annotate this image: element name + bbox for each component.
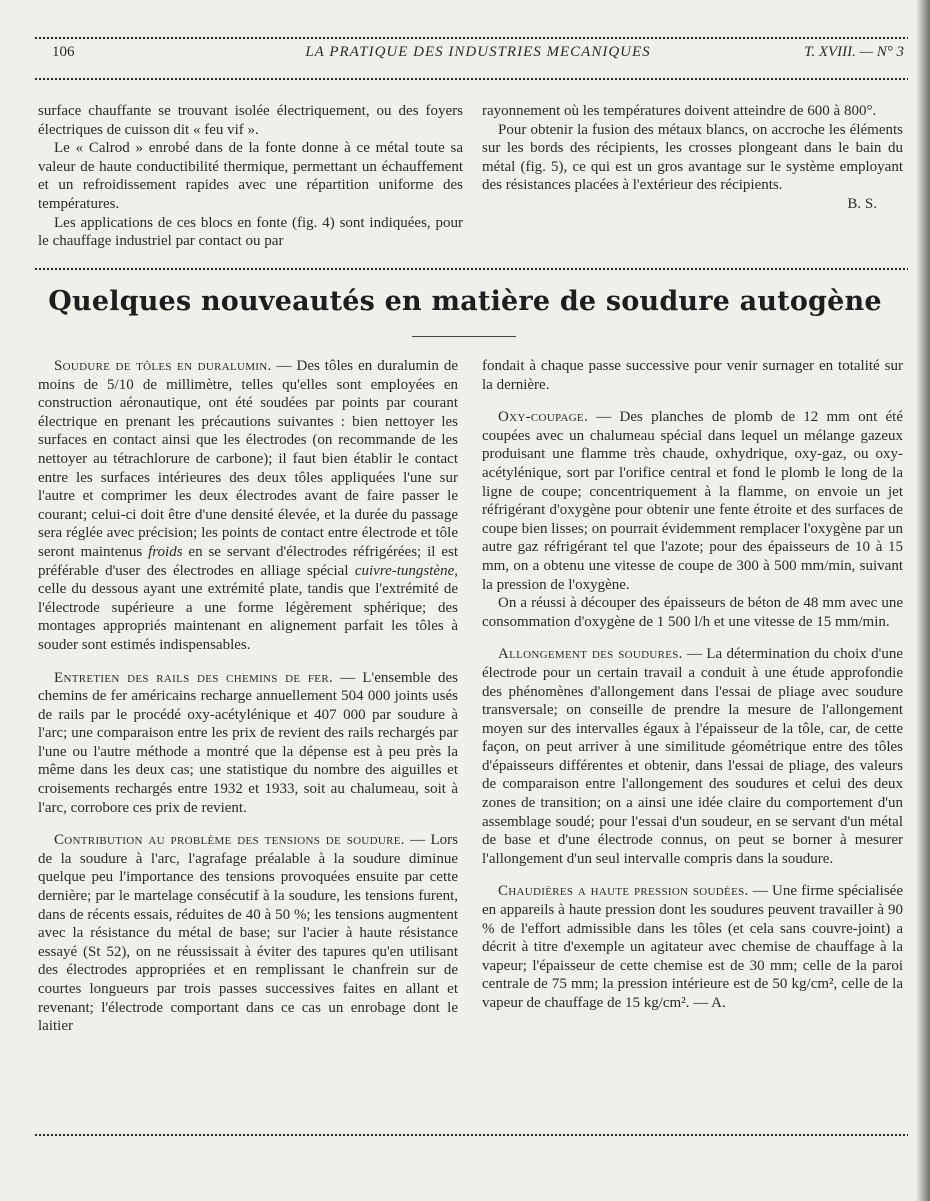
- section-body: — Des planches de plomb de 12 mm ont été coupées avec un chalumeau spécial dans lequel un mélange gazeux produisant une flamme très chaude, oxhydrique, oxy-gaz, ou oxy-acétylénique, sort par l'orifice central et fond le plomb le long de la ligne de coupe; concentriquement à la flamme, on envoie un jet réfrigérant d'oxygène pour obtenir une fente étroite et des surfaces de coupe bien lisses; on pourrait évidemment remplacer l'oxygène par un autre gaz réfrigérant tel que l'azote; pour des épaisseurs de 10 à 15 mm, on a obtenu une vitesse de coupe de 300 à 500 mm/min, suivant la pression de l'oxygène.: [482, 409, 903, 593]
- section-heading: Allongement des soudures.: [498, 646, 683, 663]
- volume-issue: T. XVIII. — N° 3: [804, 44, 904, 60]
- running-header: [52, 44, 904, 66]
- section-oxycoupage-beton: On a réussi à découper des épaisseurs de béton de 48 mm avec une consommation d'oxygène de 1 500 l/h et une vitesse de 15 mm/min.: [482, 595, 903, 630]
- emphasis-text: froids: [148, 543, 183, 560]
- paragraph: Le « Calrod » enrobé dans de la fonte donne à ce métal toute sa valeur de haute conductibilité thermique, permettant un échauffement et un refroidissement rapides avec une répartition uniforme des températures.: [38, 140, 463, 212]
- paragraph: Pour obtenir la fusion des métaux blancs, on accroche les éléments sur les bords des récipients, les crosses plongeant dans le bain du métal (fig. 5), ce qui est un gros avantage sur le système employant des résistances placées à l'extérieur des récipients.: [482, 121, 903, 194]
- article-title: Quelques nouveautés en matière de soudure autogène: [48, 286, 882, 317]
- section-heading: Oxy-coupage.: [498, 409, 589, 426]
- section-chaudieres: [482, 882, 903, 1012]
- section-body: — Une firme spécialisée en appareils à haute pression dont les soudures peuvent travailler à 90 % de l'effort admissible dans les tôles (et cela sans couvre-joint) a décrit à titre d'exemple un agitateur avec chemise de chauffage à la vapeur; l'épaisseur de cette chemise est de 30 mm; celle de la paroi centrale de 75 mm; la pression intérieure est de 50 kg/cm², celle de la vapeur de chauffage de 15 kg/cm². — A.: [482, 883, 903, 1011]
- section-tensions: [38, 831, 458, 1036]
- section-body: — Lors de la soudure à l'arc, l'agrafage préalable à la soudure diminue quelque peu l'importance des tensions provoquées ensuite par cette dernière; par le martelage consécutif à la soudure, les tensions furent, dans de récents essais, réduites de 40 à 50 %; les tensions augmentent avec la résistance du métal de base; sur l'acier à haute résistance essayé (St 52), on ne réussissait à éviter des tapures qu'en utilisant des électrodes appropriées et en remplissant le chanfrein sur de courtes longueurs par trois passes successives faites en allant et revenant; l'électrode comportant dans ce cas un enrobage dont le laitier: [38, 832, 458, 1035]
- top-right-column: [482, 102, 903, 214]
- article-left-column: [38, 357, 458, 1036]
- section-rails: [38, 669, 458, 818]
- section-body: — L'ensemble des chemins de fer américains recharge annuellement 504 000 joints usés de rails par le procédé oxy-acétylénique et 407 000 par soudure à l'arc; une comparaison entre les prix de revient des rails rechargés par l'une ou l'autre méthode a montré que la dépense est à peu près la même dans les deux cas; une statistique du nombre des aiguilles et croisements rechargés entre 1932 et 1933, soit au chalumeau, soit à l'arc, corrobore ces prix de revient.: [38, 669, 458, 816]
- section-body: , celle du dessous ayant une extrémité plate, tandis que l'extrémité de l'électrode supérieure a une forme légèrement sphérique; des montages appropriés maintenant en alignement parfait les tôles à souder sont estimés indispensables.: [38, 562, 458, 653]
- section-body: — La détermination du choix d'une électrode pour un certain travail a conduit à une étude approfondie des phénomènes d'allongement dans l'essai de pliage avec soudure transversale; on conseille de prendre la mesure de l'allongement moyen sur des intervalles égaux à l'épaisseur de la tôle, car, de cette façon, on peut arriver à une similitude géométrique entre des tôles d'épaisseurs différentes et obtenir, dans l'essai de pliage, des valeurs de comparaison entre l'allongement des soudures et celui des deux zones de transition; on a ainsi une idée claire du comportement d'un assemblage soudé; pour l'essai d'un soudeur, en se servant d'un métal de base et d'une électrode connus, on peut se borner à mesurer l'allongement d'un seul intervalle compris dans la soudure.: [482, 646, 903, 867]
- section-body: — Des tôles en duralumin de moins de 5/10 de millimètre, telles qu'elles sont employées en construction aéronautique, ont été soudées par points par courant électrique en prenant les précautions suivantes : bien nettoyer les surfaces en contact ainsi que les électrodes (on recommande de les nettoyer au tétrachlorure de carbone); il faut bien établir le contact entre les surfaces intérieures des deux tôles appliquées l'une sur l'autre et comprimer les deux électrodes avant de faire passer le courant; celui-ci doit être d'une densité élevée, et la durée du passage sera réglée avec précision; les points de contact entre électrode et tôle seront maintenus: [38, 358, 458, 560]
- section-allongement: [482, 645, 903, 868]
- title-underline: [412, 336, 516, 337]
- header-top-rule: [34, 36, 908, 40]
- scan-edge-shadow: [916, 0, 930, 1201]
- paragraph: surface chauffante se trouvant isolée électriquement, ou des foyers électriques de cuisson dit « feu vif ».: [38, 103, 463, 138]
- section-body: en se servant d'électrodes réfrigérées; il est préférable d'user des électrodes en alliage spécial: [38, 543, 458, 579]
- section-heading: Soudure de tôles en duralumin.: [54, 358, 272, 374]
- article-right-column: [482, 357, 903, 1013]
- page-bottom-rule: [34, 1133, 908, 1137]
- journal-title: LA PRATIQUE DES INDUSTRIES MECANIQUES: [305, 44, 651, 60]
- emphasis-text: cuivre-tungstène: [354, 562, 455, 579]
- section-heading: Entretien des rails des chemins de fer.: [54, 669, 334, 686]
- section-heading: Chaudières a haute pression soudées.: [498, 883, 749, 900]
- header-bottom-rule: [34, 77, 908, 81]
- top-left-column: [38, 102, 463, 251]
- section-tensions-continued: fondait à chaque passe successive pour venir surnager en totalité sur la dernière.: [482, 358, 903, 393]
- section-divider-rule: [34, 267, 908, 271]
- paragraph: Les applications de ces blocs en fonte (fig. 4) sont indiquées, pour le chauffage industriel par contact ou par: [38, 214, 463, 250]
- section-duralumin: [38, 357, 458, 655]
- paragraph: rayonnement où les températures doivent atteindre de 600 à 800°.: [482, 103, 877, 119]
- section-heading: Contribution au problème des tensions de soudure.: [54, 832, 405, 849]
- author-signature: B. S.: [847, 195, 877, 212]
- page-number: 106: [52, 44, 75, 60]
- section-oxycoupage: [482, 408, 903, 594]
